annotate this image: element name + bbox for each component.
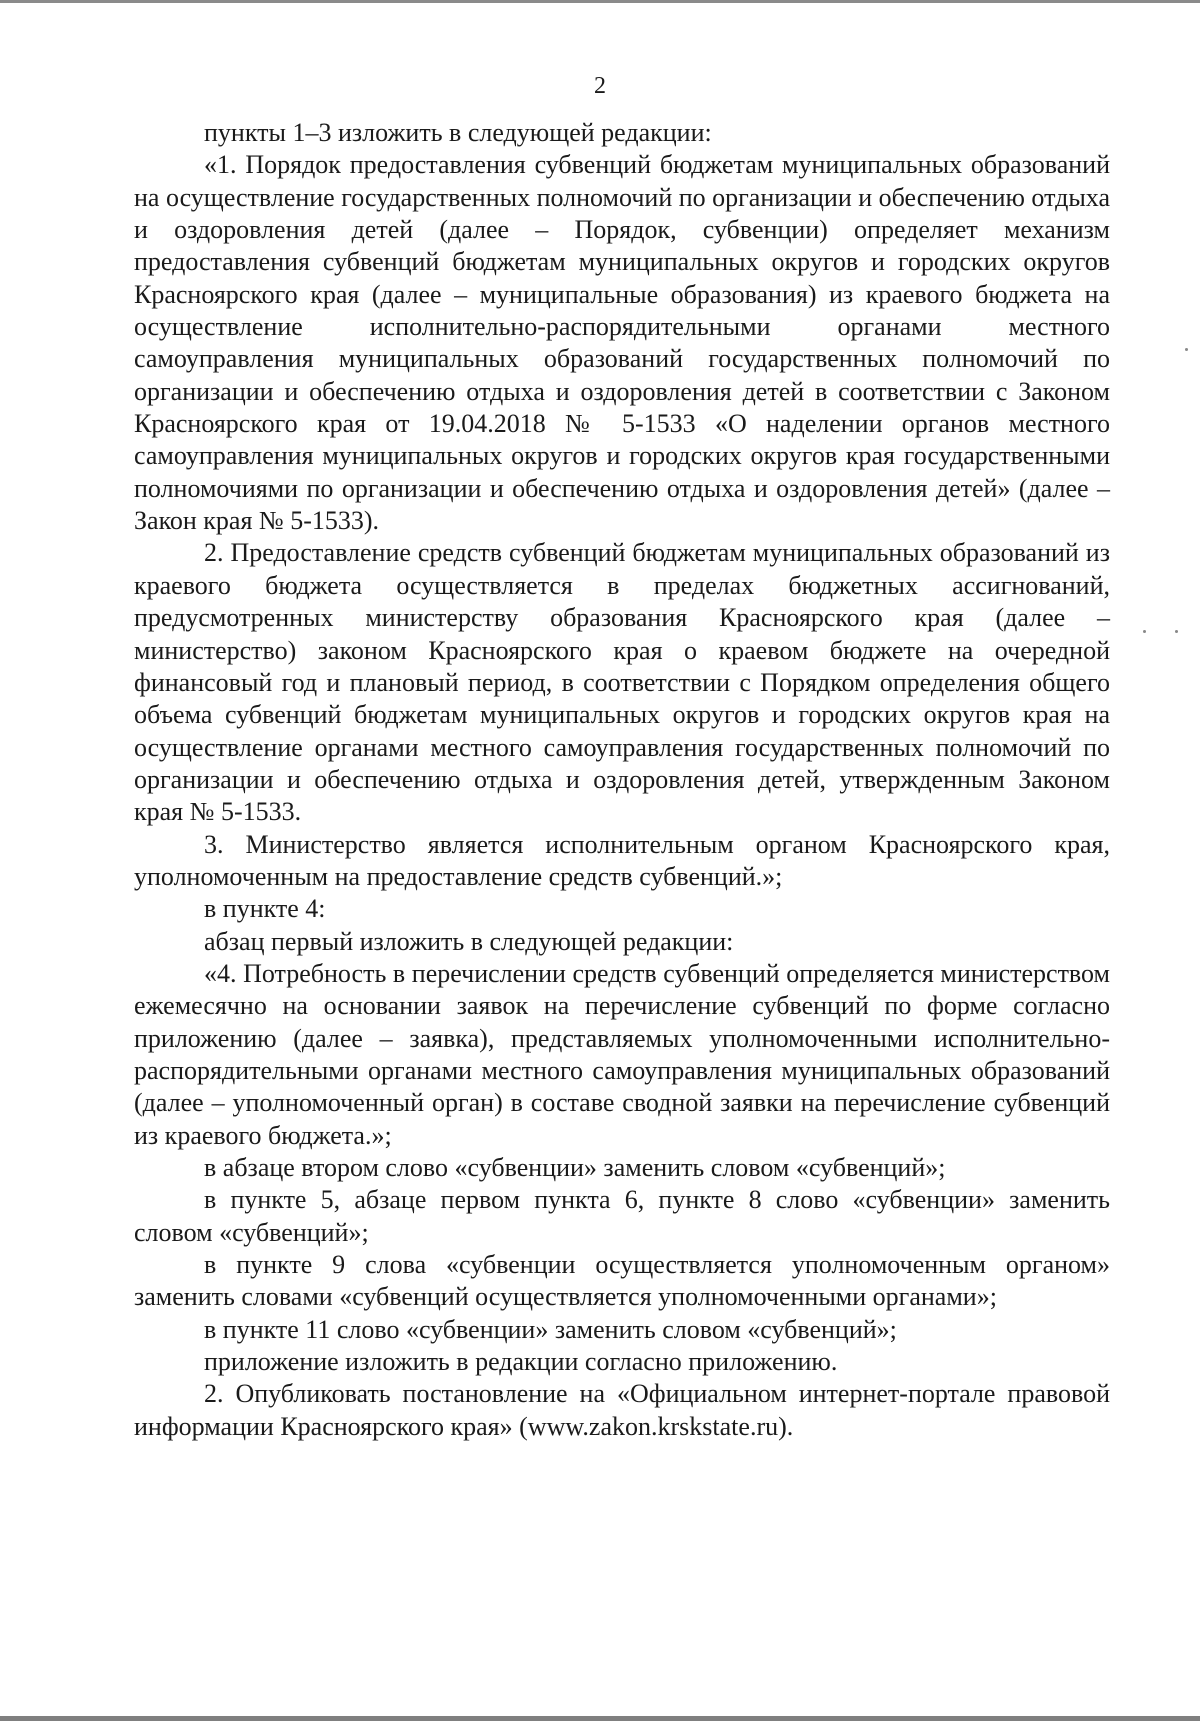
scan-speck: [1175, 630, 1178, 633]
paragraph-item-4: «4. Потребность в перечислении средств субвенций определяется министерством ежемесячно на основании заявок на перечисление субвенций по форме согласно приложению (далее – заявка), представляемых уполномоченными исполнительно-распорядительными органами местного самоуправления муниципальных образований (далее – уполномоченный орган) в составе сводной заявки на перечисление субвенций из краевого бюджета.»;: [134, 958, 1110, 1150]
scan-speck: [1143, 630, 1146, 633]
paragraph-item-3: 3. Министерство является исполнительным органом Красноярского края, уполномоченным на предоставление средств субвенций.»;: [134, 829, 1110, 891]
paragraph-point-4-first-abzac: абзац первый изложить в следующей редакции:: [204, 926, 734, 956]
paragraph-item-1: «1. Порядок предоставления субвенций бюджетам муниципальных образований на осуществление государственных полномочий по организации и обеспечению отдыха и оздоровления детей (далее – Порядок, субвенции) определяет механизм предоставления субвенций бюджетам муниципальных округов и городских округов Красноярского края (далее – муниципальные образования) из краевого бюджета на осуществление исполнительно-распорядительными органами местного самоуправления муниципальных образований государственных полномочий по организации и обеспечению отдыха и оздоровления детей в соответствии с Законом Красноярского края от 19.04.2018 № 5-1533 «О наделении органов местного самоуправления муниципальных округов и городских округов края государственными полномочиями по организации и обеспечению отдыха и оздоровления детей» (далее – Закон края № 5-1533).: [134, 150, 1111, 536]
paragraph-second-abzac: в абзаце втором слово «субвенции» заменить словом «субвенций»;: [204, 1153, 946, 1182]
paragraph-item-2: 2. Предоставление средств субвенций бюджетам муниципальных образований из краевого бюджета осуществляется в пределах бюджетных ассигнований, предусмотренных министерству образования Красноярского края (далее – министерство) законом Красноярского края о краевом бюджете на очередной финансовый год и плановый период, в соответствии с Порядком определения общего объема субвенций бюджетам муниципальных округов и городских округов края на осуществление органами местного самоуправления государственных полномочий по организации и обеспечению отдыха и оздоровления детей, утвержденным Законом края № 5-1533.: [134, 538, 1110, 827]
scan-speck: [1185, 348, 1188, 351]
paragraph-point-4-heading: в пункте 4:: [204, 894, 326, 924]
paragraph-appendix: приложение изложить в редакции согласно приложению.: [204, 1347, 838, 1377]
paragraph-publish: 2. Опубликовать постановление на «Официальном интернет-портале правовой информации Красноярского края» (www.zakon.krskstate.ru).: [134, 1379, 1110, 1441]
paragraph-point-11: в пункте 11 слово «субвенции» заменить словом «субвенций»;: [204, 1314, 897, 1344]
page-number: 2: [594, 73, 606, 99]
scan-edge-bottom: [0, 1716, 1200, 1721]
paragraph-point-9: в пункте 9 слова «субвенции осуществляется уполномоченным органом» заменить словами «субвенций осуществляется уполномоченными органами»;: [134, 1250, 1110, 1312]
document-body: [134, 117, 1110, 1443]
paragraph-intro: пункты 1–3 изложить в следующей редакции:: [204, 118, 712, 147]
scan-edge-top: [0, 0, 1200, 3]
paragraph-points-5-6-8: в пункте 5, абзаце первом пункта 6, пункте 8 слово «субвенции» заменить словом «субвенций»;: [134, 1185, 1110, 1247]
